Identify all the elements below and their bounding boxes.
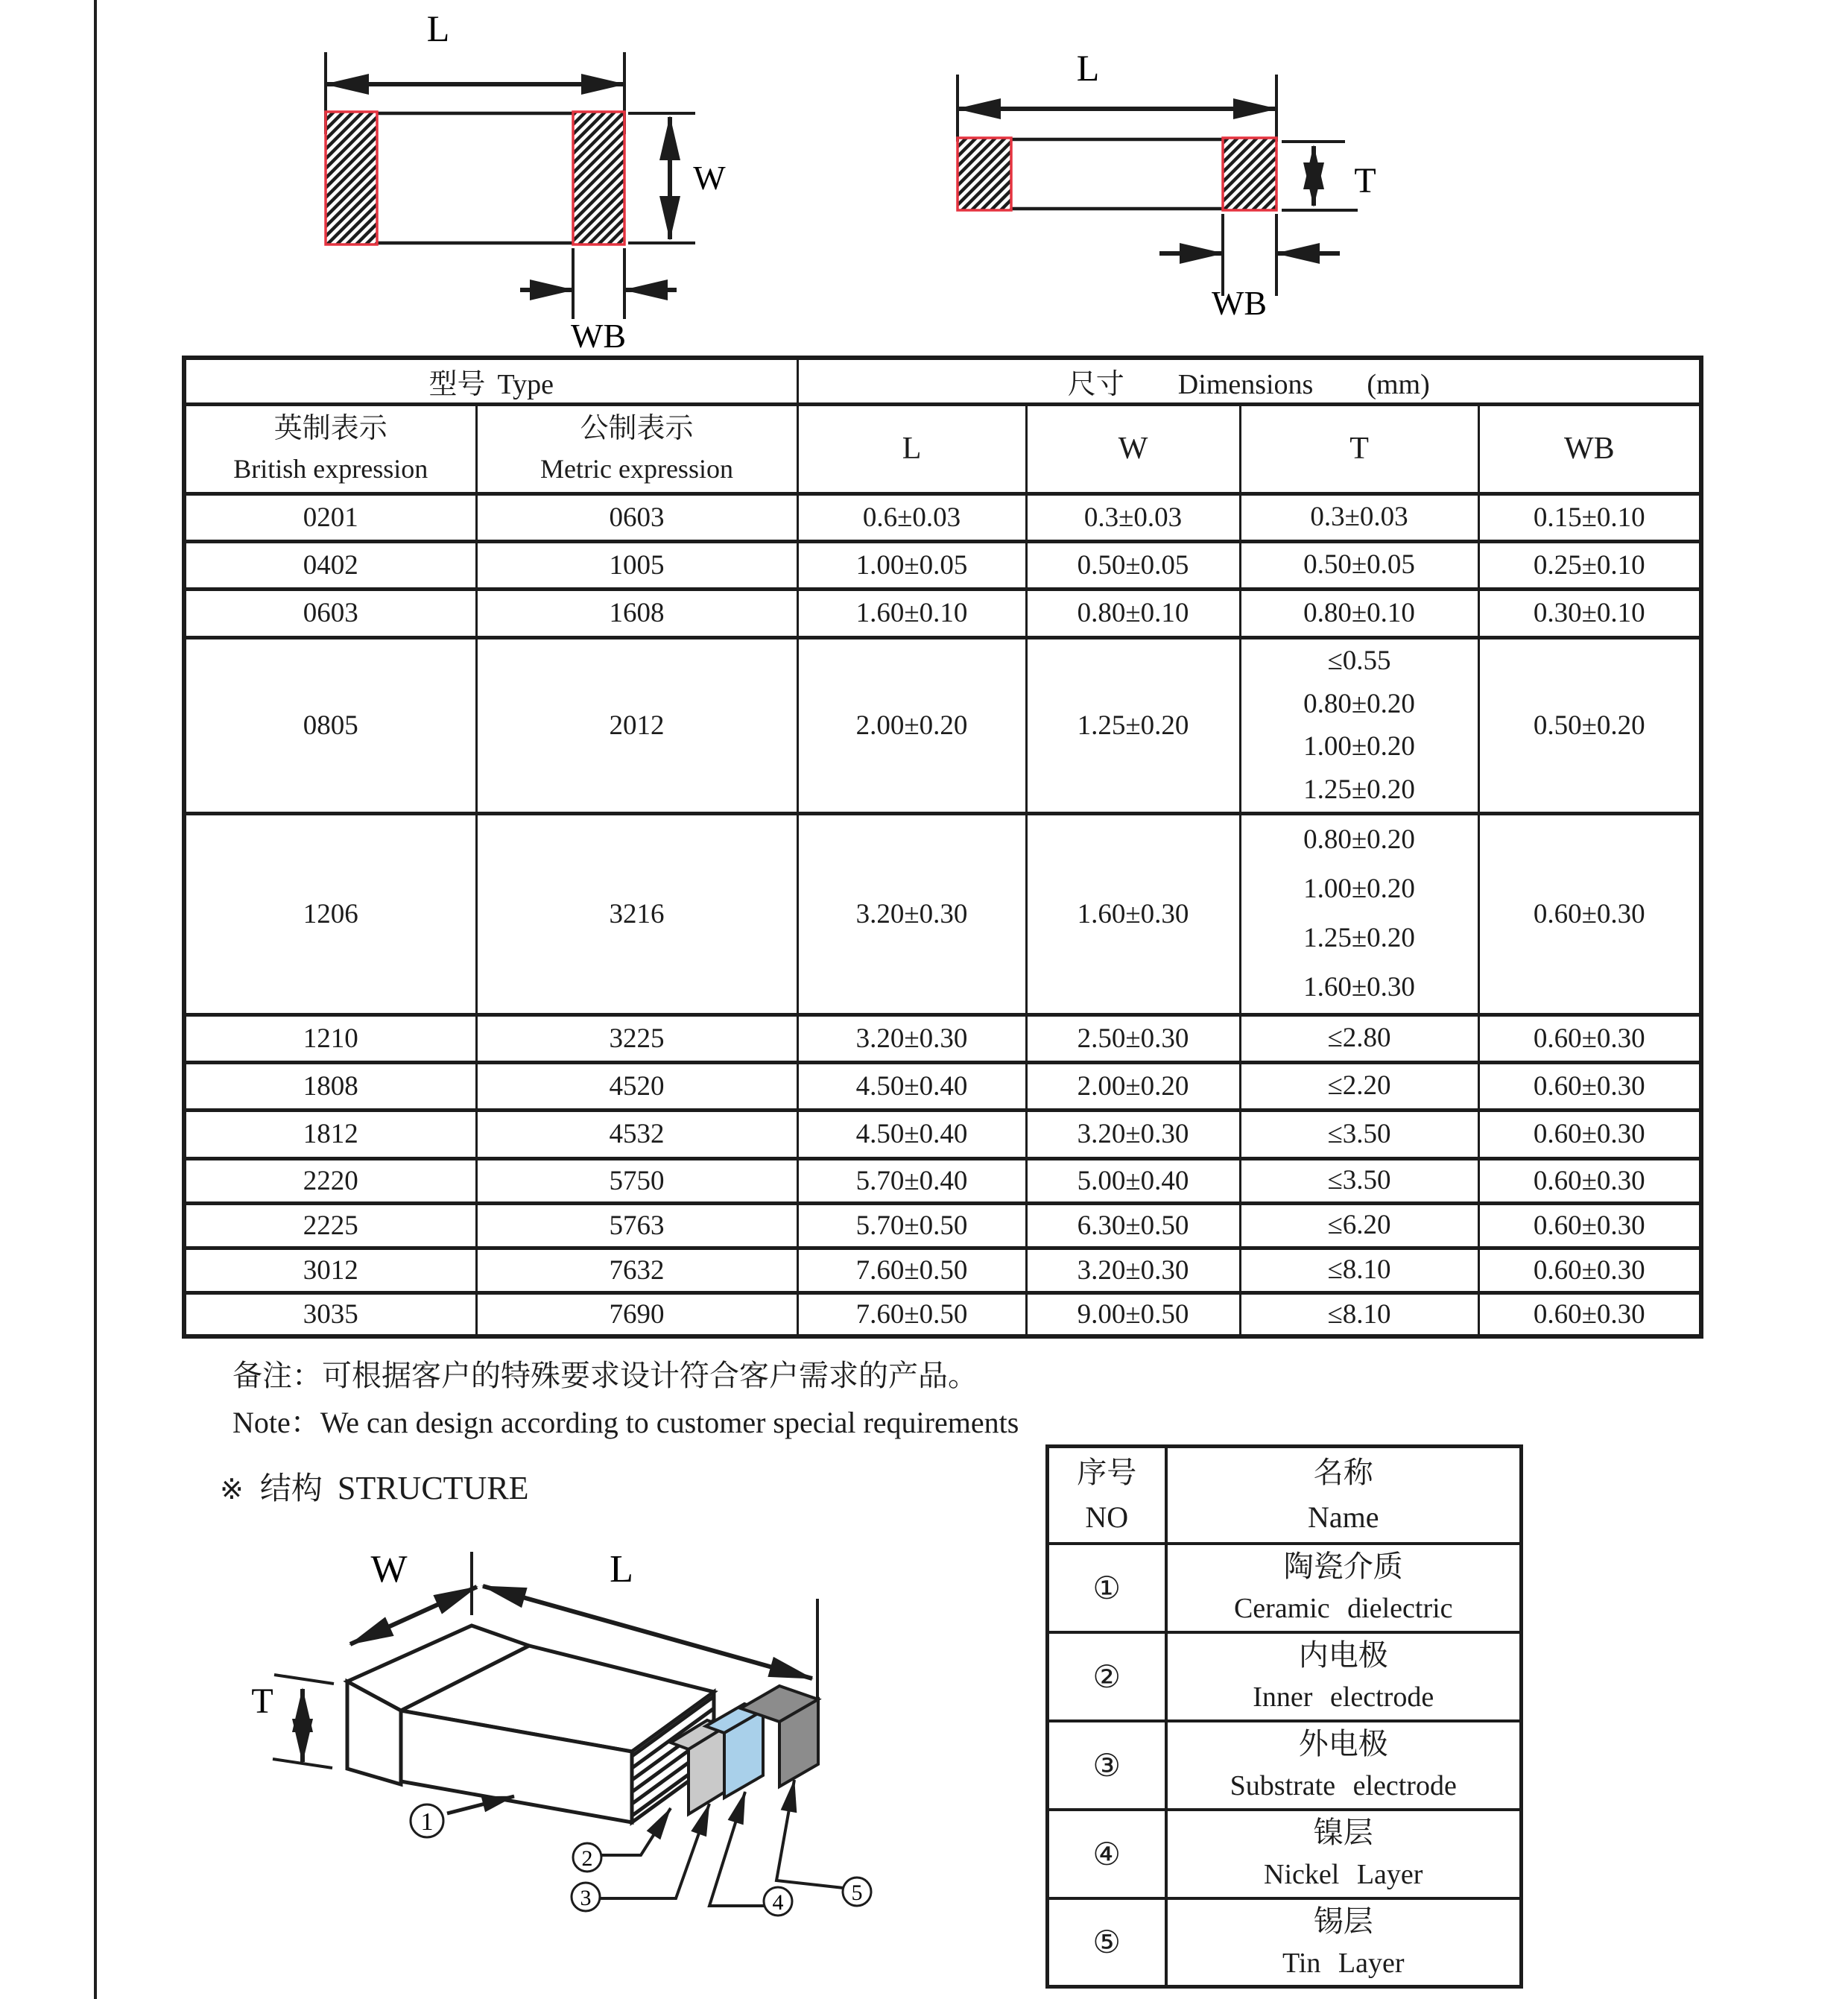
cell-w: 0.3±0.03 [1026,493,1240,541]
header-no-cn: 序号 [1077,1455,1137,1489]
cell-british: 1206 [184,813,476,1014]
t-value-line: ≤6.20 [1327,1210,1391,1240]
part-number: ④ [1048,1810,1166,1898]
header-type-en: Type [497,368,554,400]
dimension-row [184,541,1701,589]
header-british [184,404,476,493]
structure-heading-en: STRUCTURE [337,1470,529,1506]
cell-t [1240,1014,1478,1062]
cell-t [1240,1248,1478,1292]
structure-3d-diagram [246,1532,894,1998]
cell-w: 3.20±0.30 [1026,1248,1240,1292]
cell-wb: 0.60±0.30 [1478,1158,1701,1203]
cell-british: 1210 [184,1014,476,1062]
cell-w: 2.50±0.30 [1026,1014,1240,1062]
top-view-wb-label: WB [570,317,627,355]
header-metric [476,404,797,493]
callout-4-leader [709,1792,765,1906]
cell-l: 7.60±0.50 [797,1248,1026,1292]
cell-w: 1.25±0.20 [1026,637,1240,813]
cell-wb: 0.60±0.30 [1478,813,1701,1014]
cell-l: 3.20±0.30 [797,813,1026,1014]
cell-metric: 7632 [476,1248,797,1292]
structure-part-row [1048,1632,1522,1721]
cell-t [1240,1062,1478,1110]
cell-metric: 4532 [476,1110,797,1158]
right-terminal-pad [1223,138,1276,210]
callout-4 [764,1887,792,1916]
cell-l: 1.00±0.05 [797,541,1026,589]
cell-wb: 0.60±0.30 [1478,1110,1701,1158]
cell-w: 0.50±0.05 [1026,541,1240,589]
reference-mark-icon: ※ [220,1473,244,1506]
side-view-l-label: L [1076,47,1100,89]
part-name-cn: 镍层 [1313,1816,1373,1850]
svg-text:3: 3 [580,1886,592,1910]
cell-wb: 0.30±0.10 [1478,589,1701,637]
w-extension-lines [628,113,695,243]
part-name [1166,1721,1522,1810]
cell-wb: 0.60±0.30 [1478,1062,1701,1110]
header-col-w: W [1026,404,1240,493]
cell-wb: 0.25±0.10 [1478,541,1701,589]
part-name-en: Ceramic dielectric [1233,1593,1453,1625]
wb-extension-lines [573,248,624,319]
cell-metric: 5750 [476,1158,797,1203]
header-type-cn: 型号 [428,368,486,400]
structure-part-row [1048,1544,1522,1632]
part-number: ③ [1048,1721,1166,1810]
cell-l: 3.20±0.30 [797,1014,1026,1062]
cell-l: 0.6±0.03 [797,493,1026,541]
cell-british: 0805 [184,637,476,813]
structure-w-label: W [370,1548,408,1591]
t-value-line: 0.80±0.20 [1303,824,1415,855]
dimension-row [184,1014,1701,1062]
chip-body-edges [377,113,573,243]
header-no-en: NO [1085,1500,1129,1534]
dimension-row [184,493,1701,541]
t-value-line: 1.00±0.20 [1303,874,1415,904]
header-name [1166,1447,1522,1544]
cell-l: 2.00±0.20 [797,637,1026,813]
dimension-row [184,1062,1701,1110]
cell-l: 5.70±0.40 [797,1158,1026,1203]
part-name [1166,1898,1522,1987]
t-value-line: 0.80±0.20 [1303,688,1415,719]
header-british-en: British expression [233,454,428,484]
header-metric-cn: 公制表示 [580,413,694,445]
side-view-t-label: T [1354,161,1376,200]
dimension-row [184,637,1701,813]
header-dimensions [797,358,1701,404]
t-value-line: 0.50±0.05 [1303,549,1415,580]
cell-t [1240,541,1478,589]
header-col-wb: WB [1478,404,1701,493]
t-value-line: 1.00±0.20 [1303,731,1415,762]
cell-w: 3.20±0.30 [1026,1110,1240,1158]
cell-metric: 4520 [476,1062,797,1110]
note-chinese: 备注：可根据客户的特殊要求设计符合客户需求的产品。 [232,1359,978,1392]
header-dim-en: Dimensions [1177,368,1314,400]
cell-metric: 1005 [476,541,797,589]
svg-text:1: 1 [420,1808,434,1836]
header-col-t: T [1240,404,1478,493]
part-name-en: Inner electrode [1253,1681,1434,1714]
cell-metric: 7690 [476,1292,797,1336]
chip-body-edges [1011,139,1223,209]
part-number: ② [1048,1632,1166,1721]
structure-l-label: L [610,1548,633,1591]
note-english: Note：We can design according to customer special requirements [232,1406,1019,1439]
cell-w: 2.00±0.20 [1026,1062,1240,1110]
structure-part-row [1048,1721,1522,1810]
callout-3 [572,1883,600,1911]
cell-w: 1.60±0.30 [1026,813,1240,1014]
cell-l: 4.50±0.40 [797,1062,1026,1110]
header-name-en: Name [1307,1500,1379,1534]
part-name-cn: 陶瓷介质 [1283,1550,1403,1584]
cell-w: 6.30±0.50 [1026,1203,1240,1248]
part-name [1166,1810,1522,1898]
cell-british: 0402 [184,541,476,589]
t-value-line: 1.25±0.20 [1303,774,1415,805]
part-name-en: Tin Layer [1282,1948,1405,1980]
cell-british: 2220 [184,1158,476,1203]
t-value-line: 0.80±0.10 [1303,598,1415,628]
cell-british: 0201 [184,493,476,541]
cell-t [1240,1203,1478,1248]
top-view-w-label: W [693,159,726,197]
cell-t [1240,1158,1478,1203]
cell-l: 1.60±0.10 [797,589,1026,637]
t-value-line: ≤3.50 [1327,1119,1391,1149]
header-col-l: L [797,404,1026,493]
header-type [184,358,797,404]
callout-1 [411,1804,443,1837]
structure-t-label: T [251,1681,273,1721]
page-margin-line [94,0,97,1999]
cell-l: 7.60±0.50 [797,1292,1026,1336]
side-view-diagram [879,15,1446,343]
part-name-cn: 内电极 [1298,1638,1388,1673]
t-value-line: 1.60±0.30 [1303,972,1415,1002]
structure-part-row [1048,1810,1522,1898]
svg-text:5: 5 [851,1880,863,1905]
svg-text:4: 4 [772,1890,784,1915]
cell-wb: 0.60±0.30 [1478,1014,1701,1062]
part-name-en: Nickel Layer [1264,1859,1423,1891]
structure-part-row [1048,1898,1522,1987]
header-metric-en: Metric expression [540,454,733,484]
callout-5 [843,1878,871,1906]
part-number: ① [1048,1544,1166,1632]
part-name-cn: 锡层 [1313,1904,1373,1939]
header-dim-cn: 尺寸 [1067,368,1124,400]
dimension-row [184,1292,1701,1336]
cell-british: 1812 [184,1110,476,1158]
cell-metric: 3225 [476,1014,797,1062]
t-value-line: ≤0.55 [1327,645,1391,676]
t-value-line: ≤8.10 [1327,1298,1391,1330]
cell-wb: 0.50±0.20 [1478,637,1701,813]
cell-wb: 0.60±0.30 [1478,1292,1701,1336]
top-view-l-label: L [426,7,450,49]
callout-2 [573,1843,601,1872]
cell-wb: 0.60±0.30 [1478,1203,1701,1248]
t-value-line: ≤8.10 [1327,1254,1391,1285]
cell-british: 1808 [184,1062,476,1110]
callout-5-leader [776,1780,844,1888]
t-extension-lines [1282,142,1358,210]
cell-t [1240,493,1478,541]
header-no [1048,1447,1166,1544]
t-value-line: 0.3±0.03 [1310,502,1408,532]
left-terminal-pad [326,112,377,244]
cell-w: 9.00±0.50 [1026,1292,1240,1336]
t-value-line: ≤2.80 [1327,1023,1391,1053]
left-terminal-pad [958,138,1011,210]
structure-heading [220,1464,529,1509]
cell-british: 0603 [184,589,476,637]
cell-metric: 2012 [476,637,797,813]
dimension-row [184,1248,1701,1292]
header-name-cn: 名称 [1313,1455,1373,1489]
cell-wb: 0.60±0.30 [1478,1248,1701,1292]
cell-t [1240,1110,1478,1158]
cell-wb: 0.15±0.10 [1478,493,1701,541]
part-number: ⑤ [1048,1898,1166,1987]
part-name-en: Substrate electrode [1230,1770,1457,1802]
cell-t [1240,637,1478,813]
cell-metric: 3216 [476,813,797,1014]
cell-british: 3035 [184,1292,476,1336]
dimensions-table [182,356,1703,1339]
part-name-cn: 外电极 [1298,1727,1388,1761]
top-view-diagram [186,0,753,358]
part-name [1166,1632,1522,1721]
cell-t [1240,1292,1478,1336]
callout-1-leader [447,1796,514,1813]
cell-l: 5.70±0.50 [797,1203,1026,1248]
dimension-row [184,589,1701,637]
part-name [1166,1544,1522,1632]
cell-metric: 0603 [476,493,797,541]
dimension-row [184,1110,1701,1158]
t-value-line: ≤2.20 [1327,1070,1391,1101]
right-terminal-pad [573,112,624,244]
t-value-line: ≤3.50 [1327,1165,1391,1196]
structure-table-header [1048,1447,1522,1544]
cell-l: 4.50±0.40 [797,1110,1026,1158]
header-dim-unit: (mm) [1367,368,1430,400]
table-header-row-2 [184,404,1701,493]
cell-british: 2225 [184,1203,476,1248]
dimension-row [184,813,1701,1014]
cell-metric: 1608 [476,589,797,637]
side-view-wb-label: WB [1211,284,1268,322]
header-british-cn: 英制表示 [273,413,387,445]
cell-t [1240,589,1478,637]
table-header-row-1 [184,358,1701,404]
dimension-row [184,1203,1701,1248]
t-value-line: 1.25±0.20 [1303,923,1415,953]
cell-t [1240,813,1478,1014]
structure-heading-cn: 结构 [259,1472,323,1506]
cell-w: 5.00±0.40 [1026,1158,1240,1203]
dimension-row [184,1158,1701,1203]
svg-text:2: 2 [581,1846,593,1871]
cell-british: 3012 [184,1248,476,1292]
cell-w: 0.80±0.10 [1026,589,1240,637]
structure-parts-table [1045,1444,1523,1989]
cell-metric: 5763 [476,1203,797,1248]
